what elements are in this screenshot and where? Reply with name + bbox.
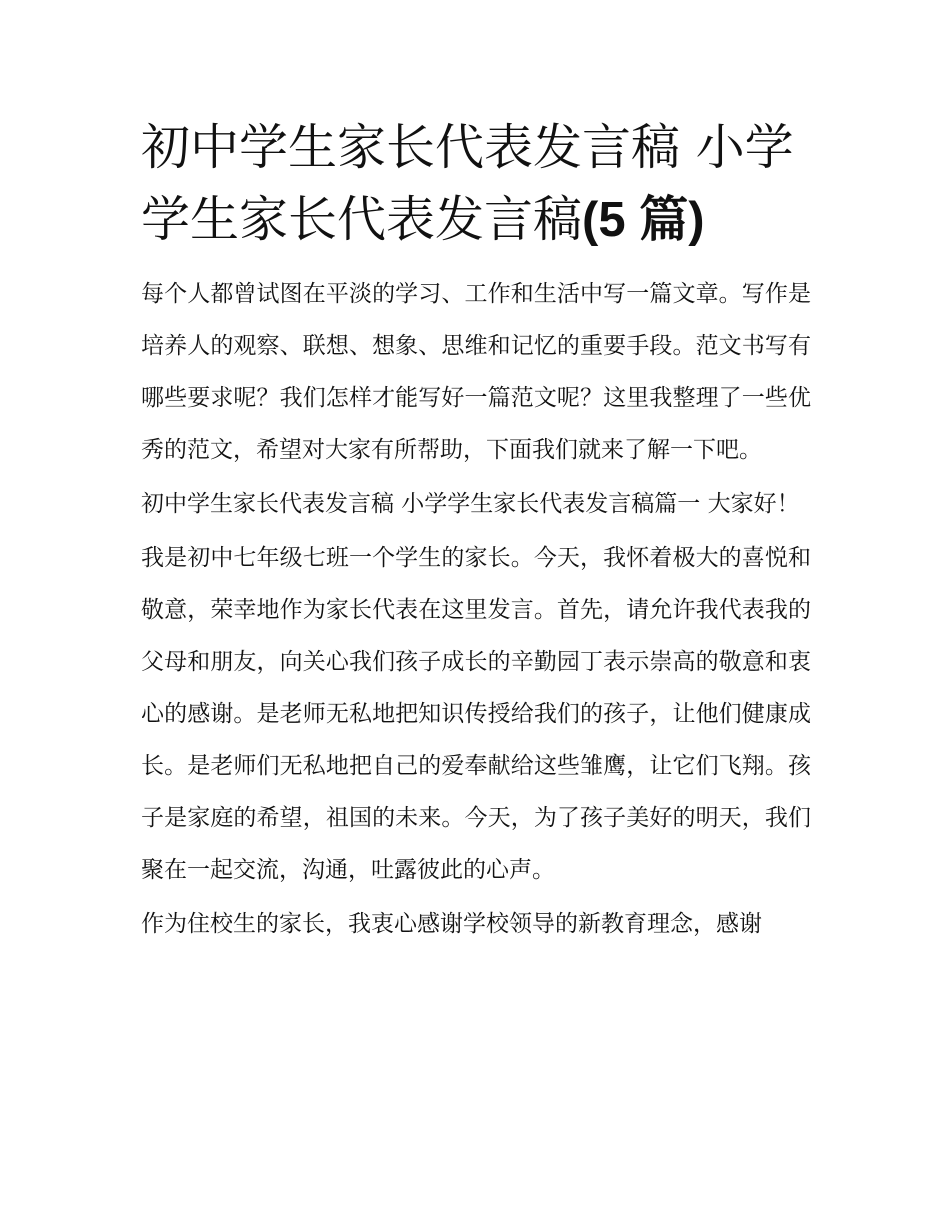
speech-paragraph-continued: 作为住校生的家长，我衷心感谢学校领导的新教育理念，感谢	[141, 911, 762, 937]
title-line-2: 学生家长代表发言稿	[141, 191, 583, 248]
intro-paragraph: 每个人都曾试图在平淡的学习、工作和生活中写一篇文章。写作是培养人的观察、联想、想象、思维和记忆的重要手段。范文书写有哪些要求呢？我们怎样才能写好一篇范文呢？这里我整理了一些优秀的范文，希望对大家有所帮助，下面我们就来了解一下吧。	[141, 281, 811, 463]
speech-paragraph: 我是初中七年级七班一个学生的家长。今天，我怀着极大的喜悦和敬意，荣幸地作为家长代表在这里发言。首先，请允许我代表我的父母和朋友，向关心我们孩子成长的辛勤园丁表示崇高的敬意和衷心的感谢。是老师无私地把知识传授给我们的孩子，让他们健康成长。是老师们无私地把自己的爱奉献给这些雏鹰，让它们飞翔。孩子是家庭的希望，祖国的未来。今天，为了孩子美好的明天，我们聚在一起交流，沟通，吐露彼此的心声。	[141, 545, 811, 883]
section-heading-paragraph: 初中学生家长代表发言稿 小学学生家长代表发言稿篇一 大家好！	[141, 491, 800, 517]
document-title	[141, 112, 811, 256]
document-body	[141, 112, 811, 950]
title-line-1: 初中学生家长代表发言稿 小学	[141, 119, 794, 176]
title-count: (5 篇)	[582, 193, 705, 247]
